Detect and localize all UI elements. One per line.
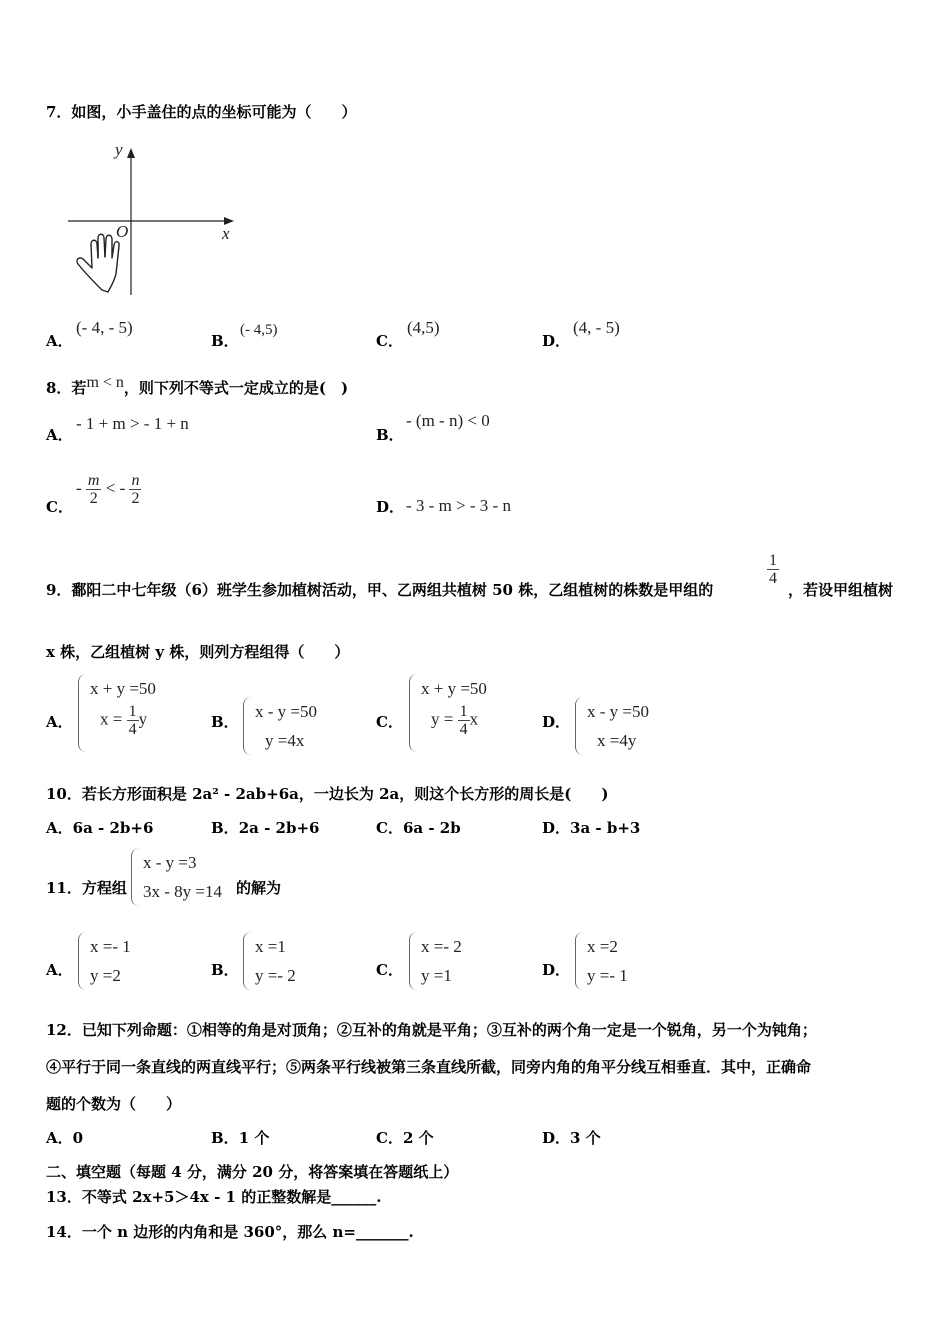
q9-option-c-system: x + y =50 y = $\frac{1}{4}$ x — [409, 674, 475, 752]
x-axis-label: x — [222, 224, 230, 243]
q7-coordinate-figure — [64, 140, 244, 300]
q9-option-a[interactable]: A． — [46, 713, 73, 731]
q8-stem-math: m < n — [86, 374, 124, 391]
q7-option-c-value: (4,5) — [407, 318, 440, 337]
q9-stem-line1-end: ，若设甲组植树 — [788, 581, 894, 599]
q8-option-b-value: - (m - n) < 0 — [406, 411, 490, 430]
q8-option-b[interactable]: B． — [376, 426, 404, 444]
section-heading-fill-in: 二、填空题（每题 4 分，满分 20 分，将答案填在答题纸上） — [46, 1163, 459, 1181]
origin-label: O — [116, 222, 129, 241]
q12-stem-line1: 12．已知下列命题：①相等的角是对顶角；②互补的角就是平角；③互补的两个角一定是一个锐角，另一个为钝角； — [46, 1021, 817, 1039]
q13-stem: 13．不等式 2x+5＞4x - 1 的正整数解是______. — [46, 1188, 382, 1206]
q11-stem-post: 的解为 — [236, 879, 282, 897]
q12-option-a[interactable]: A．0 — [46, 1129, 84, 1147]
q10-option-d[interactable]: D．3a - b+3 — [542, 819, 641, 837]
hand-icon — [77, 234, 119, 292]
q8-option-a-value: - 1 + m > - 1 + n — [76, 414, 189, 433]
q10-stem: 10．若长方形面积是 2a² - 2ab+6a，一边长为 2a，则这个长方形的周长是( ) — [46, 785, 609, 803]
q8-option-d-value: - 3 - m > - 3 - n — [406, 496, 511, 515]
q9-option-d[interactable]: D． — [542, 713, 571, 731]
q9-option-c[interactable]: C． — [376, 713, 403, 731]
q9-option-b-system: x - y =50 y =4x — [243, 697, 305, 755]
q8-option-c[interactable]: C． — [46, 498, 73, 516]
q12-option-b[interactable]: B．1 个 — [211, 1129, 270, 1147]
q12-option-d[interactable]: D．3 个 — [542, 1129, 601, 1147]
q9-option-a-system: x + y =50 x = $\frac{1}{4}$ y — [78, 674, 144, 752]
q9-stem-fraction: $\frac{1}{4}$ — [769, 552, 777, 587]
q10-option-a[interactable]: A．6a - 2b+6 — [46, 819, 154, 837]
q7-option-d[interactable]: D． — [542, 332, 571, 350]
q9-stem-line1: 9．鄱阳二中七年级（6）班学生参加植树活动，甲、乙两组共植树 50 株，乙组植树的株数是甲组的 — [46, 581, 714, 599]
q11-option-a[interactable]: A． — [46, 961, 73, 979]
q8-option-c-value: - $\frac{m}{2}$ < - $\frac{n}{2}$ — [76, 472, 140, 507]
q7-option-d-value: (4, - 5) — [573, 318, 620, 337]
q11-stem-system: x - y =3 3x - 8y =14 — [131, 848, 210, 906]
q12-option-c[interactable]: C．2 个 — [376, 1129, 434, 1147]
coordinate-axes — [64, 140, 244, 300]
q7-option-a[interactable]: A． — [46, 332, 73, 350]
q11-stem-pre: 11．方程组 — [46, 879, 127, 897]
q7-option-b[interactable]: B． — [211, 332, 239, 350]
q11-option-c[interactable]: C． — [376, 961, 403, 979]
q7-option-a-value: (- 4, - 5) — [76, 318, 133, 337]
q7-option-c[interactable]: C． — [376, 332, 403, 350]
q9-option-d-system: x - y =50 x =4y — [575, 697, 637, 755]
q11-option-d-system: x =2 y =- 1 — [575, 932, 616, 990]
q11-option-c-system: x =- 2 y =1 — [409, 932, 450, 990]
q8-option-a[interactable]: A． — [46, 426, 73, 444]
q9-stem-line2: x 株，乙组植树 y 株，则列方程组得（ ） — [46, 643, 350, 661]
q8-option-d[interactable]: D． — [376, 498, 405, 516]
q8-stem: 8．若m < n，则下列不等式一定成立的是( ) — [46, 374, 349, 397]
q11-option-a-system: x =- 1 y =2 — [78, 932, 119, 990]
q7-stem: 7．如图，小手盖住的点的坐标可能为（ ） — [46, 103, 357, 121]
q12-stem-line3: 题的个数为（ ） — [46, 1095, 182, 1113]
y-axis-label: y — [115, 140, 123, 159]
q11-option-b-system: x =1 y =- 2 — [243, 932, 284, 990]
q11-option-d[interactable]: D． — [542, 961, 571, 979]
q14-stem: 14．一个 n 边形的内角和是 360°，那么 n=_______. — [46, 1223, 414, 1241]
q10-option-b[interactable]: B．2a - 2b+6 — [211, 819, 320, 837]
q9-option-b[interactable]: B． — [211, 713, 239, 731]
q10-option-c[interactable]: C．6a - 2b — [376, 819, 461, 837]
q7-option-b-value: (- 4,5) — [240, 322, 278, 338]
q11-option-b[interactable]: B． — [211, 961, 239, 979]
q12-stem-line2: ④平行于同一条直线的两直线平行；⑤两条平行线被第三条直线所截，同旁内角的角平分线互相垂直．其中，正确命 — [46, 1058, 812, 1076]
